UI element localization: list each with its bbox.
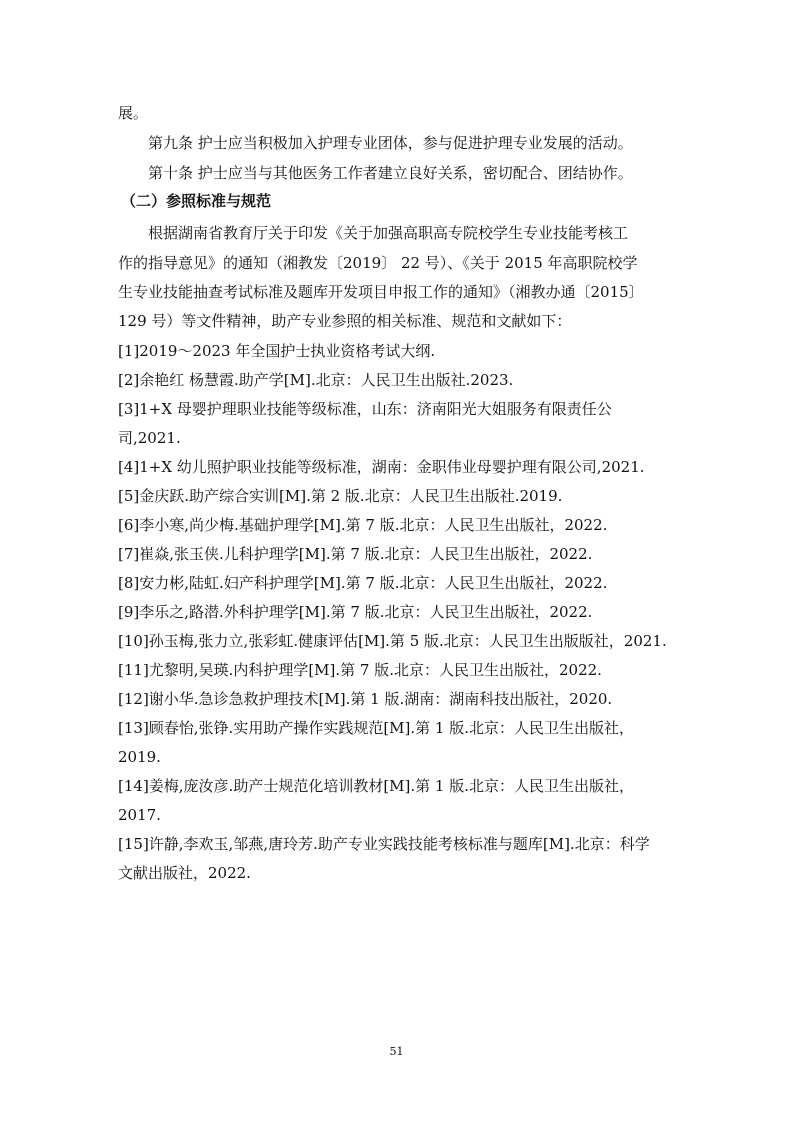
reference-item: [2]余艳红 杨慧霞.助产学[M].北京：人民卫生出版社.2023. [118,371,514,389]
reference-item: [9]李乐之,路潜.外科护理学[M].第 7 版.北京：人民卫生出版社，2022. [118,603,593,621]
reference-item: 2019. [118,748,161,766]
intro-line: 129 号）等文件精神，助产专业参照的相关标准、规范和文献如下： [118,312,572,330]
reference-item: [8]安力彬,陆虹.妇产科护理学[M].第 7 版.北京：人民卫生出版社，2022. [118,574,608,592]
section-heading: （二）参照标准与规范 [121,192,272,210]
reference-item: [7]崔焱,张玉侠.儿科护理学[M].第 7 版.北京：人民卫生出版社，2022. [118,545,593,563]
reference-item: 2017. [118,806,161,824]
reference-item: [13]顾春怡,张铮.实用助产操作实践规范[M].第 1 版.北京：人民卫生出版社， [118,719,635,737]
page-number: 51 [389,1045,404,1058]
reference-item: [5]金庆跃.助产综合实训[M].第 2 版.北京：人民卫生出版社.2019. [118,487,563,505]
reference-item: [3]1+X 母婴护理职业技能等级标准，山东：济南阳光大姐服务有限责任公 [118,400,612,418]
reference-item: [1]2019～2023 年全国护士执业资格考试大纲. [118,342,436,360]
reference-item: 文献出版社，2022. [118,864,251,882]
intro-line: 作的指导意见》的通知（湘教发〔2019〕 22 号）、《关于 2015 年高职院校学 [118,254,638,272]
article-9: 第九条 护士应当积极加入护理专业团体，参与促进护理专业发展的活动。 [148,134,633,152]
article-10: 第十条 护士应当与其他医务工作者建立良好关系，密切配合、团结协作。 [148,164,633,182]
reference-item: [12]谢小华.急诊急救护理技术[M].第 1 版.湖南：湖南科技出版社，2020. [118,690,613,708]
reference-item: [14]姜梅,庞汝彦.助产士规范化培训教材[M].第 1 版.北京：人民卫生出版社， [118,777,635,795]
reference-item: [6]李小寒,尚少梅.基础护理学[M].第 7 版.北京：人民卫生出版社，2022. [118,516,608,534]
continued-text: 展。 [118,104,149,122]
reference-item: 司,2021. [118,429,181,447]
reference-item: [15]许静,李欢玉,邹燕,唐玲芳.助产专业实践技能考核标准与题库[M].北京：科学 [118,835,650,853]
reference-item: [4]1+X 幼儿照护职业技能等级标准，湖南：金职伟业母婴护理有限公司,2021. [118,458,645,476]
reference-item: [10]孙玉梅,张力立,张彩虹.健康评估[M].第 5 版.北京：人民卫生出版版社，2021. [118,632,667,650]
intro-line: 生专业技能抽查考试标准及题库开发项目申报工作的通知》（湘教办通〔2015〕 [118,283,644,301]
reference-item: [11]尤黎明,吴瑛.内科护理学[M].第 7 版.北京：人民卫生出版社，2022. [118,661,602,679]
intro-line: 根据湖南省教育厅关于印发《关于加强高职高专院校学生专业技能考核工 [148,224,629,242]
